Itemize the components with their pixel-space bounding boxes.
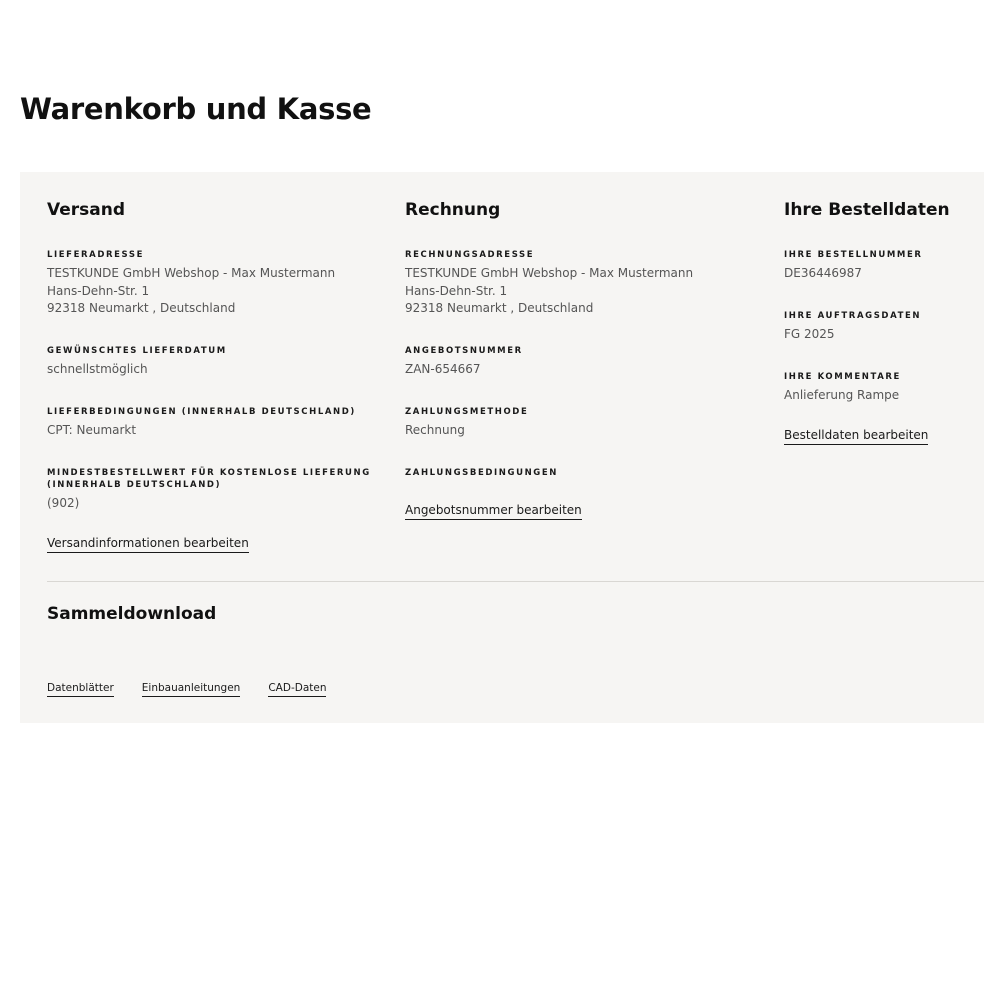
auftragsdaten-label: IHRE AUFTRAGSDATEN: [784, 311, 922, 321]
edit-bestelldaten-link[interactable]: Bestelldaten bearbeiten: [784, 428, 928, 445]
cad-daten-link[interactable]: CAD-Daten: [268, 682, 326, 697]
lieferdatum-field: [47, 345, 377, 379]
zahlungsbedingungen-label: ZAHLUNGSBEDINGUNGEN: [405, 468, 558, 478]
einbauanleitungen-link[interactable]: Einbauanleitungen: [142, 682, 241, 697]
sammeldownload-heading: Sammeldownload: [47, 604, 217, 624]
mindestbestellwert-value: (902): [47, 496, 80, 510]
bestelldaten-section: [784, 199, 984, 442]
kommentare-field: [784, 371, 984, 405]
zahlungsmethode-field: [405, 406, 735, 440]
versand-heading: Versand: [47, 200, 126, 220]
sammeldownload-links: [47, 682, 326, 697]
lieferadresse-field: [47, 249, 377, 318]
lieferadresse-value: [47, 265, 377, 318]
mindestbestellwert-label: MINDESTBESTELLWERT FÜR KOSTENLOSE LIEFERUNG: [47, 468, 371, 478]
rechnung-heading: Rechnung: [405, 200, 501, 220]
bestelldaten-heading: Ihre Bestelldaten: [784, 200, 950, 220]
zahlungsmethode-label: ZAHLUNGSMETHODE: [405, 407, 529, 417]
lieferadresse-line: Hans-Dehn-Str. 1: [47, 283, 150, 298]
lieferbedingungen-label: LIEFERBEDINGUNGEN (INNERHALB DEUTSCHLAND): [47, 407, 356, 417]
lieferbedingungen-field: [47, 406, 377, 440]
edit-angebotsnummer-link[interactable]: Angebotsnummer bearbeiten: [405, 503, 582, 520]
auftragsdaten-field: [784, 310, 984, 344]
zahlungsbedingungen-field: [405, 467, 735, 479]
bestellnummer-value: DE36446987: [784, 266, 862, 280]
zahlungsmethode-value: Rechnung: [405, 423, 465, 437]
section-divider: [47, 581, 984, 582]
rechnungsadresse-value: [405, 265, 735, 318]
mindestbestellwert-label-line2: (INNERHALB DEUTSCHLAND): [47, 480, 222, 490]
angebotsnummer-field: [405, 345, 735, 379]
angebotsnummer-label: ANGEBOTSNUMMER: [405, 346, 523, 356]
rechnungsadresse-label: RECHNUNGSADRESSE: [405, 250, 535, 260]
rechnungsadresse-line: 92318 Neumarkt , Deutschland: [405, 301, 594, 315]
rechnungsadresse-field: [405, 249, 735, 318]
kommentare-value: Anlieferung Rampe: [784, 388, 900, 402]
page-title: Warenkorb und Kasse: [20, 92, 372, 126]
lieferadresse-line: 92318 Neumarkt , Deutschland: [47, 301, 236, 315]
lieferbedingungen-value: CPT: Neumarkt: [47, 423, 137, 437]
lieferdatum-label: GEWÜNSCHTES LIEFERDATUM: [47, 346, 227, 356]
rechnungsadresse-line: TESTKUNDE GmbH Webshop - Max Mustermann: [405, 266, 694, 280]
bestellnummer-label: IHRE BESTELLNUMMER: [784, 250, 923, 260]
edit-versand-link[interactable]: Versandinformationen bearbeiten: [47, 536, 249, 553]
kommentare-label: IHRE KOMMENTARE: [784, 372, 901, 382]
lieferadresse-label: LIEFERADRESSE: [47, 250, 144, 260]
datenblaetter-link[interactable]: Datenblätter: [47, 682, 114, 697]
angebotsnummer-value: ZAN-654667: [405, 362, 481, 376]
mindestbestellwert-field: [47, 467, 377, 513]
lieferdatum-value: schnellstmöglich: [47, 362, 148, 376]
rechnung-section: [405, 199, 735, 517]
auftragsdaten-value: FG 2025: [784, 327, 835, 341]
rechnungsadresse-line: Hans-Dehn-Str. 1: [405, 283, 508, 298]
order-summary-panel: [20, 172, 984, 723]
bestellnummer-field: [784, 249, 984, 283]
lieferadresse-line: TESTKUNDE GmbH Webshop - Max Mustermann: [47, 266, 336, 280]
versand-section: [47, 199, 377, 550]
